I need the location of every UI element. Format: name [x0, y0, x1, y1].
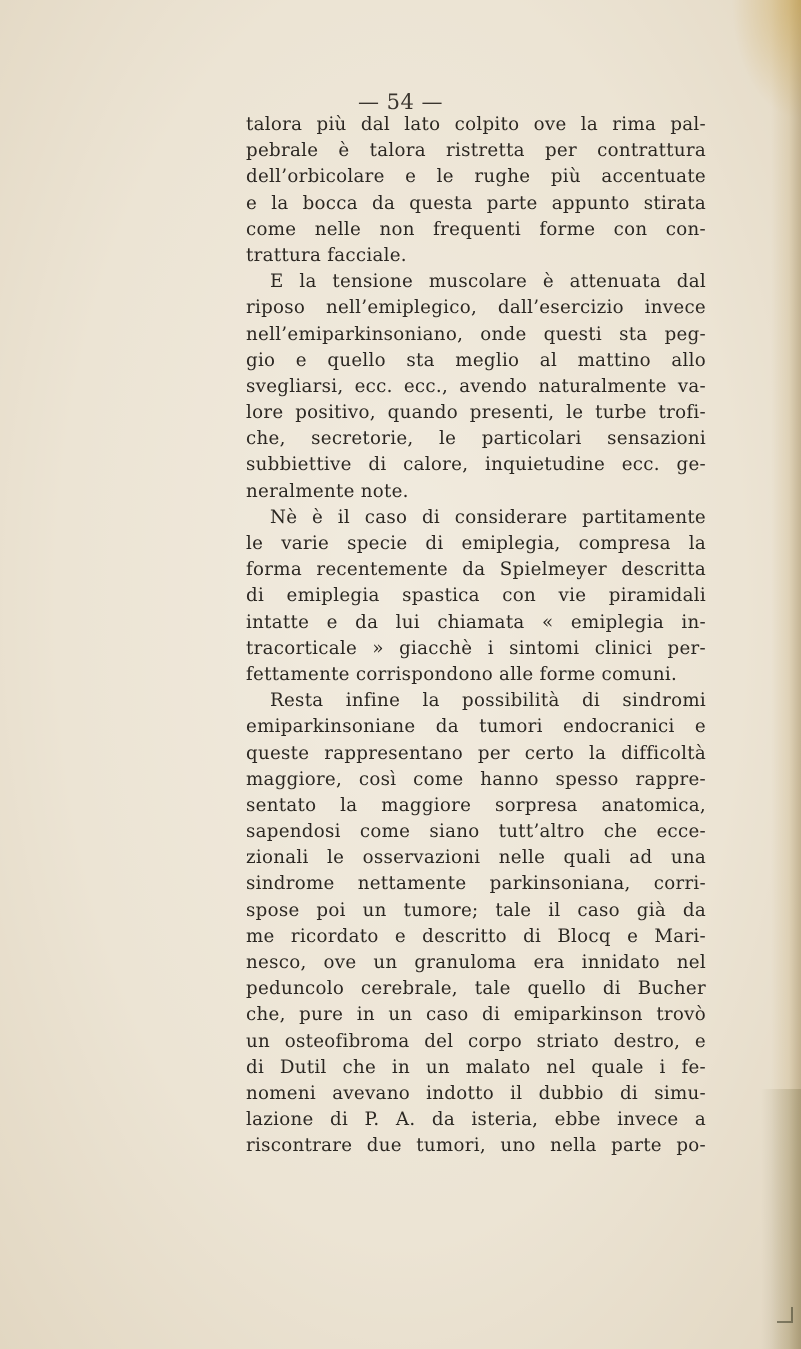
text-line: lazione di P. A. da isteria, ebbe invece a — [246, 1109, 706, 1131]
text-line: intatte e da lui chiamata « emiplegia in- — [246, 611, 706, 633]
text-line: peduncolo cerebrale, tale quello di Bucher — [246, 978, 706, 1000]
text-line: un osteofibroma del corpo striato destro, e — [246, 1030, 706, 1052]
text-line: di emiplegia spastica con vie piramidali — [246, 585, 706, 607]
text-line: Resta infine la possibilità di sindromi — [270, 690, 706, 712]
text-line: lore positivo, quando presenti, le turbe trofi- — [246, 402, 706, 424]
text-line: queste rappresentano per certo la difficoltà — [246, 742, 706, 764]
text-line: zionali le osservazioni nelle quali ad una — [246, 847, 706, 869]
text-line: che, secretorie, le particolari sensazioni — [246, 428, 706, 450]
text-line: gio e quello sta meglio al mattino allo — [246, 349, 706, 371]
text-line: dell’orbicolare e le rughe più accentuate — [246, 166, 706, 188]
text-line: talora più dal lato colpito ove la rima pal- — [246, 114, 706, 135]
text-line: nell’emiparkinsoniano, onde questi sta peg- — [246, 323, 706, 345]
text-line: Nè è il caso di considerare partitamente — [270, 506, 706, 528]
text-line: spose poi un tumore; tale il caso già da — [246, 899, 706, 921]
text-line: svegliarsi, ecc. ecc., avendo naturalmente va- — [246, 375, 706, 397]
text-line: trattura facciale. — [246, 244, 407, 266]
text-line: sindrome nettamente parkinsoniana, corri- — [246, 873, 706, 895]
paragraph — [246, 505, 706, 688]
text-line: di Dutil che in un malato nel quale i fe- — [246, 1056, 706, 1078]
paragraph — [246, 112, 706, 269]
text-line: che, pure in un caso di emiparkinson trovò — [246, 1004, 706, 1026]
text-line: me ricordato e descritto di Blocq e Mari- — [246, 925, 706, 947]
paragraph — [246, 688, 706, 1159]
body-text — [246, 112, 706, 1160]
text-line: nesco, ove un granuloma era innidato nel — [246, 952, 706, 973]
text-line: E la tensione muscolare è attenuata dal — [270, 271, 706, 293]
text-line: fettamente corrispondono alle forme comuni. — [246, 663, 678, 685]
text-line: nomeni avevano indotto il dubbio di simu- — [246, 1082, 706, 1104]
text-line: tracorticale » giacchè i sintomi clinici per- — [246, 637, 706, 659]
paragraph — [246, 269, 706, 505]
page-number: — 54 — — [357, 90, 444, 114]
text-line: sapendosi come siano tutt’altro che ecce- — [246, 821, 706, 843]
text-line: neralmente note. — [246, 480, 409, 502]
scan-corner-mark — [777, 1307, 793, 1323]
text-line: subbiettive di calore, inquietudine ecc. ge- — [246, 454, 706, 476]
text-line: pebrale è talora ristretta per contrattura — [246, 140, 706, 162]
text-line: riscontrare due tumori, uno nella parte po- — [246, 1135, 706, 1157]
text-line: e la bocca da questa parte appunto stirata — [246, 192, 706, 214]
text-line: forma recentemente da Spielmeyer descritta — [246, 559, 706, 581]
text-line: emiparkinsoniane da tumori endocranici e — [246, 716, 706, 738]
text-line: riposo nell’emiplegico, dall’esercizio invece — [246, 297, 706, 319]
text-line: le varie specie di emiplegia, compresa la — [246, 533, 706, 554]
text-line: come nelle non frequenti forme con con- — [246, 218, 706, 240]
text-line: maggiore, così come hanno spesso rappre- — [246, 768, 706, 790]
text-line: sentato la maggiore sorpresa anatomica, — [246, 794, 706, 816]
